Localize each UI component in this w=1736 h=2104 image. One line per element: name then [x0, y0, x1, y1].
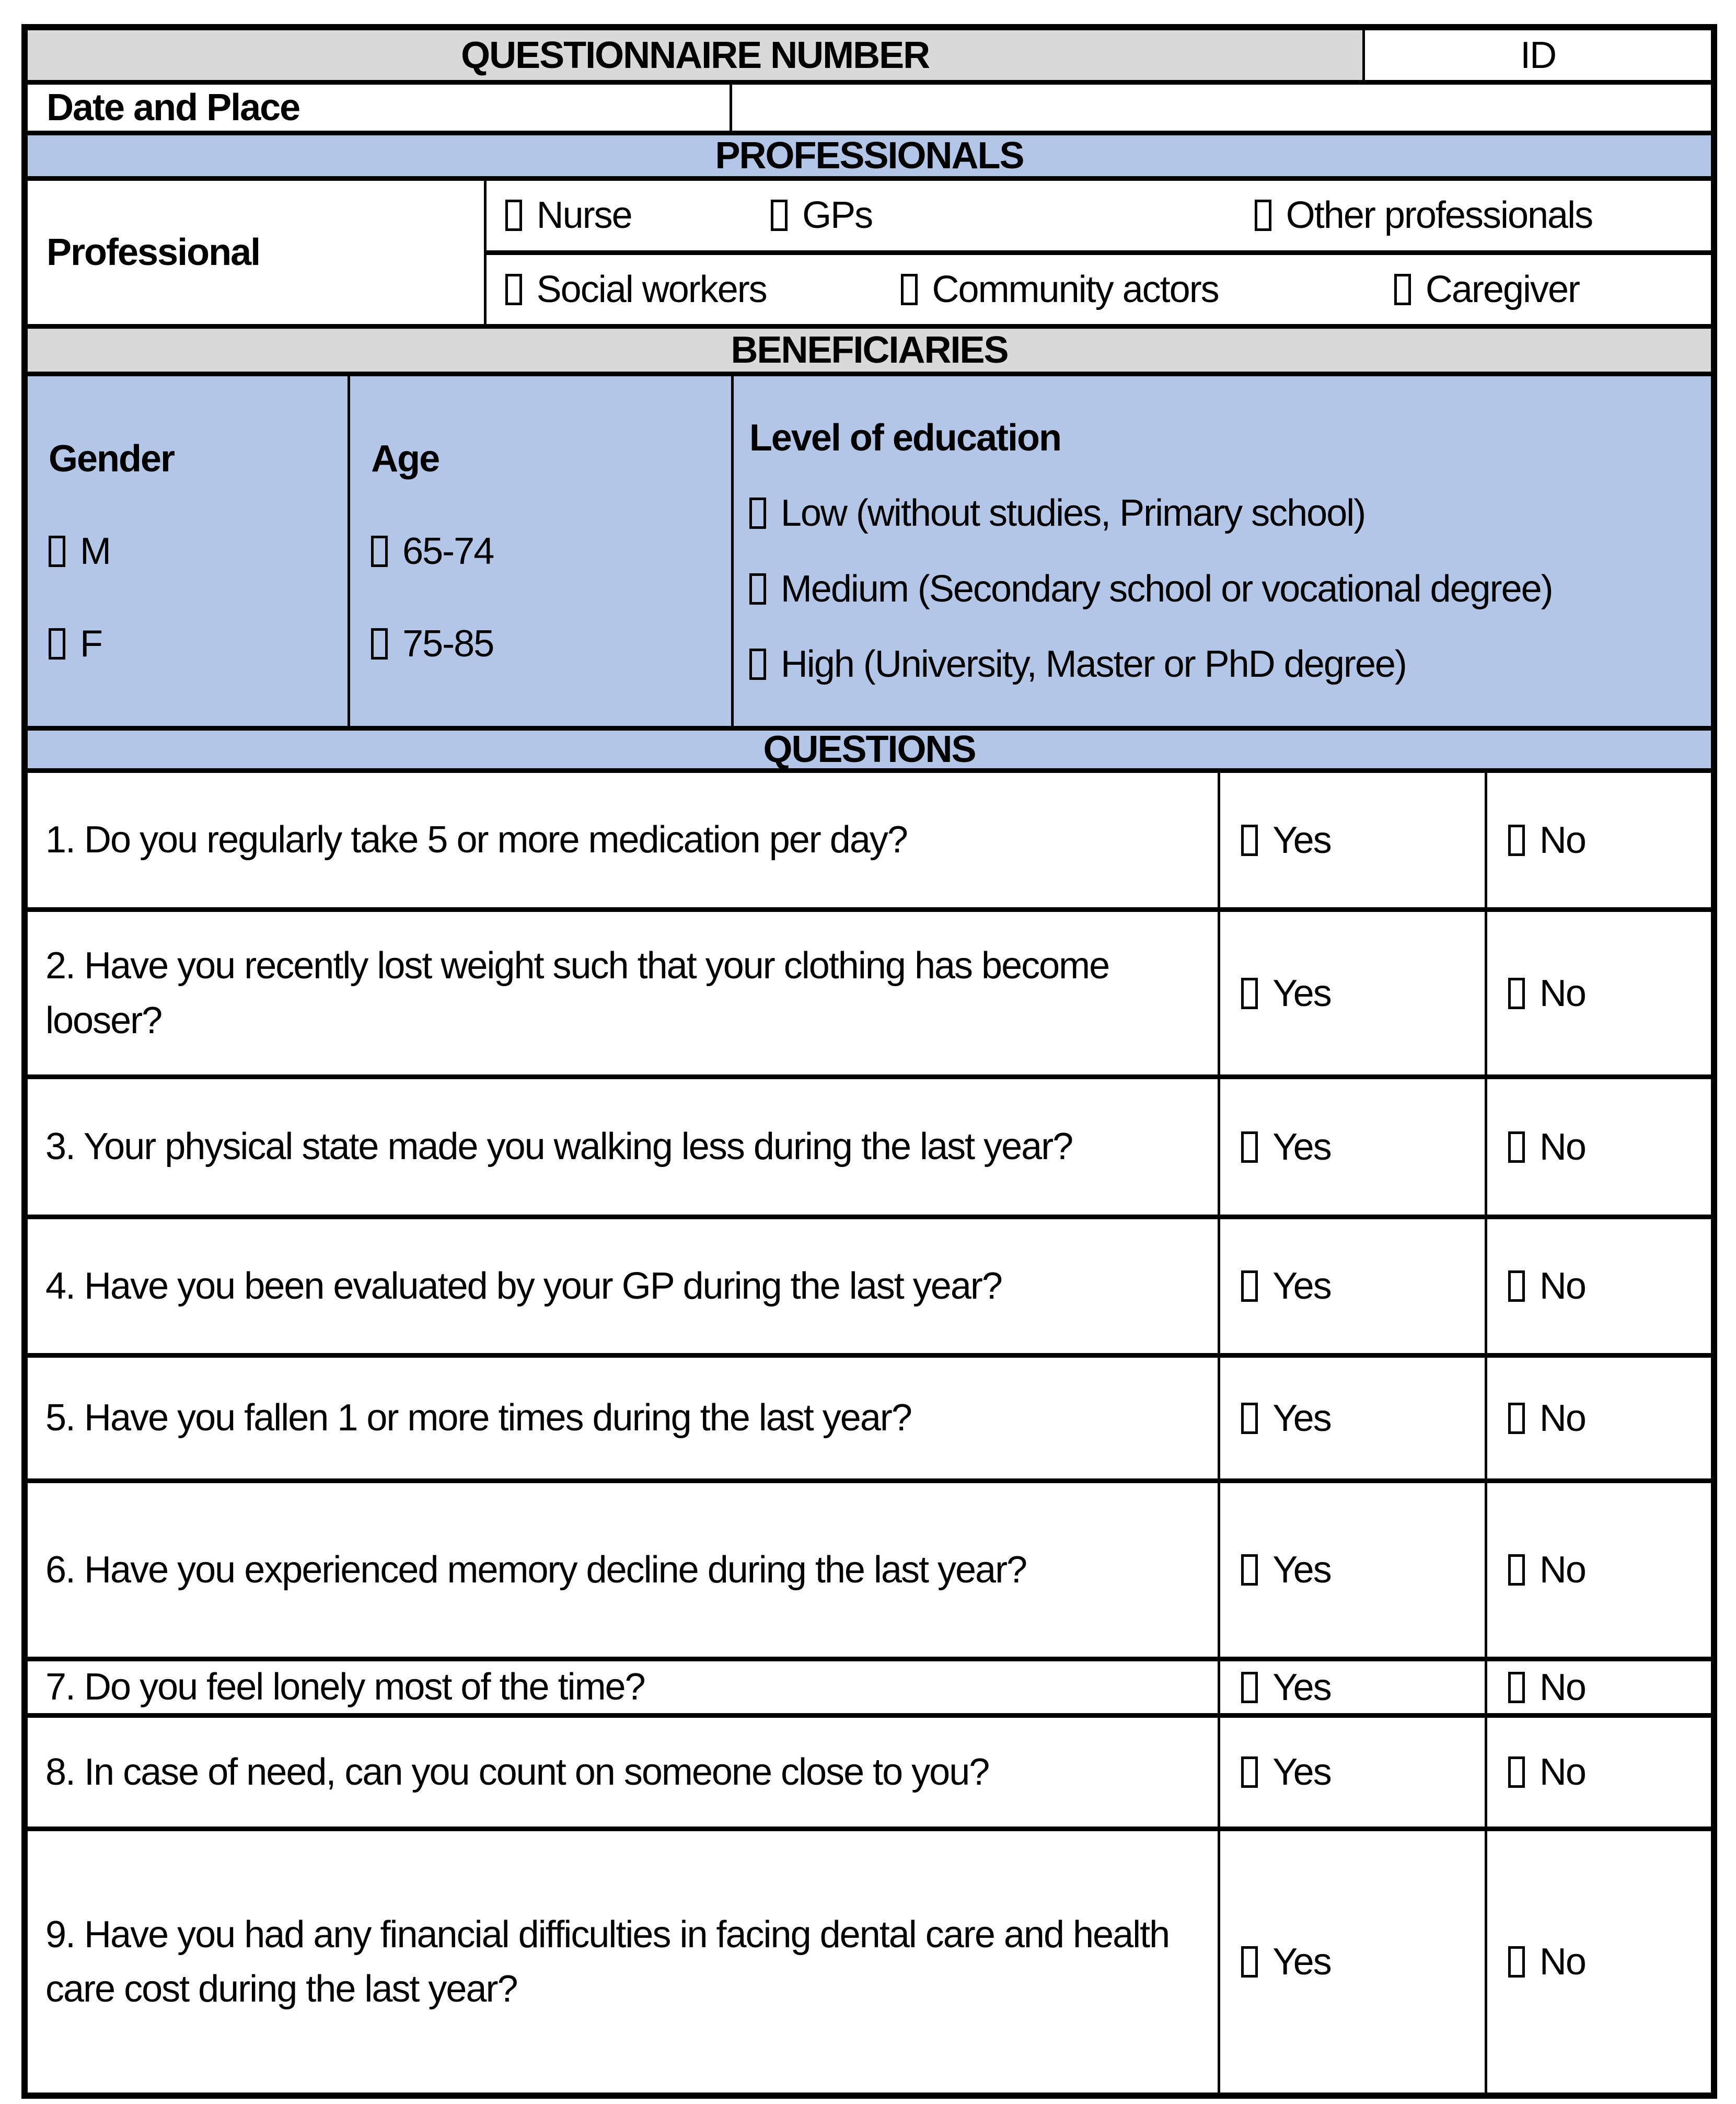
- question-row-8: [28, 1718, 1711, 1826]
- age-75-85-checkbox[interactable]: [371, 628, 388, 660]
- question-5-text-cell: [28, 1358, 1218, 1478]
- nurse-label: Nurse: [536, 194, 632, 237]
- gender-female-option: [49, 622, 348, 665]
- question-1-yes-label: Yes: [1272, 819, 1331, 861]
- social-workers-option: [487, 268, 882, 311]
- question-8-no-cell: [1487, 1718, 1711, 1826]
- question-7-no-checkbox[interactable]: [1508, 1672, 1525, 1703]
- question-7-text-cell: [28, 1661, 1218, 1713]
- question-2-no-cell: [1487, 912, 1711, 1074]
- question-4-no-checkbox[interactable]: [1508, 1270, 1525, 1302]
- question-2-no-checkbox[interactable]: [1508, 978, 1525, 1009]
- question-8-yes-label: Yes: [1272, 1751, 1331, 1793]
- question-3-no-label: No: [1539, 1126, 1585, 1168]
- question-row-2: [28, 912, 1711, 1074]
- question-2-yes-cell: [1220, 912, 1485, 1074]
- education-low-label: Low (without studies, Primary school): [780, 492, 1365, 535]
- question-row-1: [28, 773, 1711, 907]
- question-5-text: 5. Have you fallen 1 or more times during the last year?: [45, 1397, 911, 1439]
- professionals-title: PROFESSIONALS: [715, 135, 1024, 177]
- gender-male-label: M: [80, 530, 110, 572]
- age-75-85-option: [371, 622, 731, 665]
- questions-title: QUESTIONS: [763, 729, 976, 770]
- caregiver-option: [1375, 268, 1711, 311]
- professionals-section-header: [28, 135, 1711, 176]
- question-3-yes-cell: [1220, 1079, 1485, 1215]
- date-place-label: Date and Place: [47, 87, 300, 129]
- question-1-no-cell: [1487, 773, 1711, 907]
- community-actors-checkbox[interactable]: [901, 274, 918, 305]
- question-6-text: 6. Have you experienced memory decline during the last year?: [45, 1548, 1027, 1591]
- gender-male-option: [49, 530, 348, 573]
- question-3-text: 3. Your physical state made you walking less during the last year?: [45, 1126, 1073, 1168]
- question-3-no-cell: [1487, 1079, 1711, 1215]
- question-4-yes-checkbox[interactable]: [1241, 1270, 1258, 1302]
- question-6-yes-label: Yes: [1272, 1549, 1331, 1591]
- question-4-no-label: No: [1539, 1265, 1585, 1307]
- question-row-7: [28, 1661, 1711, 1713]
- question-4-text: 4. Have you been evaluated by your GP during the last year?: [45, 1265, 1002, 1307]
- nurse-option: [487, 194, 753, 237]
- question-4-text-cell: [28, 1219, 1218, 1353]
- question-6-text-cell: [28, 1483, 1218, 1657]
- professional-options-row-2: [487, 255, 1711, 325]
- question-1-text-cell: [28, 773, 1218, 907]
- question-2-text: 2. Have you recently lost weight such that your clothing has become looser?: [45, 945, 1109, 1042]
- question-3-yes-checkbox[interactable]: [1241, 1131, 1258, 1163]
- age-75-85-label: 75-85: [402, 622, 494, 665]
- question-7-no-cell: [1487, 1661, 1711, 1713]
- questionnaire-number-header: [28, 30, 1362, 80]
- question-7-yes-checkbox[interactable]: [1241, 1672, 1258, 1703]
- professional-options-row-1: [487, 181, 1711, 250]
- question-8-no-checkbox[interactable]: [1508, 1756, 1525, 1788]
- age-65-74-option: [371, 530, 731, 573]
- questionnaire-form: [21, 24, 1717, 2099]
- gps-option: [752, 194, 1236, 237]
- question-2-no-label: No: [1539, 972, 1585, 1014]
- question-9-text: 9. Have you had any financial difficulties in facing dental care and health care cost during the last year?: [45, 1913, 1170, 2010]
- question-9-text-cell: [28, 1831, 1218, 2093]
- question-2-yes-label: Yes: [1272, 972, 1331, 1014]
- question-4-yes-cell: [1220, 1219, 1485, 1353]
- other-professionals-option: [1236, 194, 1711, 237]
- question-5-no-cell: [1487, 1358, 1711, 1478]
- professional-rows: [28, 181, 1711, 324]
- professionals-section-row: [28, 135, 1711, 176]
- beneficiaries-section-header: [28, 329, 1711, 372]
- question-row-9: [28, 1831, 1711, 2093]
- gps-label: GPs: [802, 194, 873, 237]
- education-column: [734, 376, 1711, 726]
- gender-female-label: F: [80, 622, 102, 665]
- question-7-text: 7. Do you feel lonely most of the time?: [45, 1666, 645, 1708]
- question-5-no-label: No: [1539, 1397, 1585, 1439]
- question-row-5: [28, 1358, 1711, 1478]
- education-medium-checkbox[interactable]: [749, 573, 766, 605]
- age-65-74-label: 65-74: [402, 530, 494, 572]
- question-5-no-checkbox[interactable]: [1508, 1403, 1525, 1434]
- question-1-text: 1. Do you regularly take 5 or more medication per day?: [45, 819, 907, 861]
- question-5-yes-cell: [1220, 1358, 1485, 1478]
- education-medium-option: [749, 568, 1700, 610]
- question-1-yes-cell: [1220, 773, 1485, 907]
- question-4-no-cell: [1487, 1219, 1711, 1353]
- gender-male-checkbox[interactable]: [49, 536, 65, 567]
- education-label: Level of education: [749, 417, 1061, 459]
- question-9-no-cell: [1487, 1831, 1711, 2093]
- professional-label-cell: [28, 181, 484, 324]
- question-row-6: [28, 1483, 1711, 1657]
- header-row: [28, 30, 1711, 80]
- professional-label: Professional: [47, 232, 260, 273]
- question-8-no-label: No: [1539, 1751, 1585, 1793]
- education-low-checkbox[interactable]: [749, 498, 766, 529]
- question-8-yes-checkbox[interactable]: [1241, 1756, 1258, 1788]
- question-6-yes-checkbox[interactable]: [1241, 1554, 1258, 1586]
- gps-checkbox[interactable]: [771, 200, 788, 231]
- date-place-label-cell: [28, 85, 730, 131]
- date-place-input[interactable]: [732, 85, 1711, 131]
- education-high-checkbox[interactable]: [749, 649, 766, 680]
- beneficiaries-block: [28, 376, 1711, 726]
- education-high-option: [749, 643, 1700, 686]
- question-9-no-label: No: [1539, 1941, 1585, 1983]
- questions-section-header: [28, 731, 1711, 768]
- age-column: [350, 376, 731, 726]
- questions-section-row: [28, 731, 1711, 768]
- age-label: Age: [371, 437, 439, 480]
- question-1-yes-checkbox[interactable]: [1241, 825, 1258, 856]
- gender-female-checkbox[interactable]: [49, 628, 65, 660]
- gender-column: [28, 376, 348, 726]
- question-1-no-checkbox[interactable]: [1508, 825, 1525, 856]
- question-8-text-cell: [28, 1718, 1218, 1826]
- other-professionals-label: Other professionals: [1286, 194, 1593, 237]
- caregiver-checkbox[interactable]: [1394, 274, 1411, 305]
- question-row-4: [28, 1219, 1711, 1353]
- questionnaire-number-label: QUESTIONNAIRE NUMBER: [461, 34, 930, 76]
- social-workers-label: Social workers: [536, 268, 767, 310]
- question-8-yes-cell: [1220, 1718, 1485, 1826]
- question-9-yes-label: Yes: [1272, 1941, 1331, 1983]
- other-professionals-checkbox[interactable]: [1255, 200, 1271, 231]
- question-9-yes-cell: [1220, 1831, 1485, 2093]
- question-7-yes-label: Yes: [1272, 1666, 1331, 1708]
- beneficiaries-section-row: [28, 329, 1711, 372]
- question-6-yes-cell: [1220, 1483, 1485, 1657]
- education-low-option: [749, 492, 1700, 535]
- question-6-no-cell: [1487, 1483, 1711, 1657]
- community-actors-option: [882, 268, 1375, 311]
- gender-label: Gender: [49, 437, 175, 480]
- id-header: [1365, 30, 1711, 80]
- education-medium-label: Medium (Secondary school or vocational degree): [780, 568, 1553, 610]
- caregiver-label: Caregiver: [1425, 268, 1580, 310]
- question-8-text: 8. In case of need, can you count on someone close to you?: [45, 1751, 989, 1793]
- id-label: ID: [1520, 34, 1556, 76]
- social-workers-checkbox[interactable]: [505, 274, 522, 305]
- nurse-checkbox[interactable]: [505, 200, 522, 231]
- education-high-label: High (University, Master or PhD degree): [780, 643, 1406, 686]
- age-65-74-checkbox[interactable]: [371, 536, 388, 567]
- question-4-yes-label: Yes: [1272, 1265, 1331, 1307]
- community-actors-label: Community actors: [932, 268, 1219, 310]
- date-place-row: [28, 85, 1711, 131]
- beneficiaries-title: BENEFICIARIES: [731, 329, 1008, 371]
- question-6-no-checkbox[interactable]: [1508, 1554, 1525, 1586]
- question-6-no-label: No: [1539, 1549, 1585, 1591]
- question-5-yes-checkbox[interactable]: [1241, 1403, 1258, 1434]
- question-3-text-cell: [28, 1079, 1218, 1215]
- question-9-no-checkbox[interactable]: [1508, 1946, 1525, 1978]
- question-5-yes-label: Yes: [1272, 1397, 1331, 1439]
- question-7-no-label: No: [1539, 1666, 1585, 1708]
- question-3-no-checkbox[interactable]: [1508, 1131, 1525, 1163]
- question-2-text-cell: [28, 912, 1218, 1074]
- question-2-yes-checkbox[interactable]: [1241, 978, 1258, 1009]
- question-9-yes-checkbox[interactable]: [1241, 1946, 1258, 1978]
- question-3-yes-label: Yes: [1272, 1126, 1331, 1168]
- question-row-3: [28, 1079, 1711, 1215]
- question-7-yes-cell: [1220, 1661, 1485, 1713]
- question-1-no-label: No: [1539, 819, 1585, 861]
